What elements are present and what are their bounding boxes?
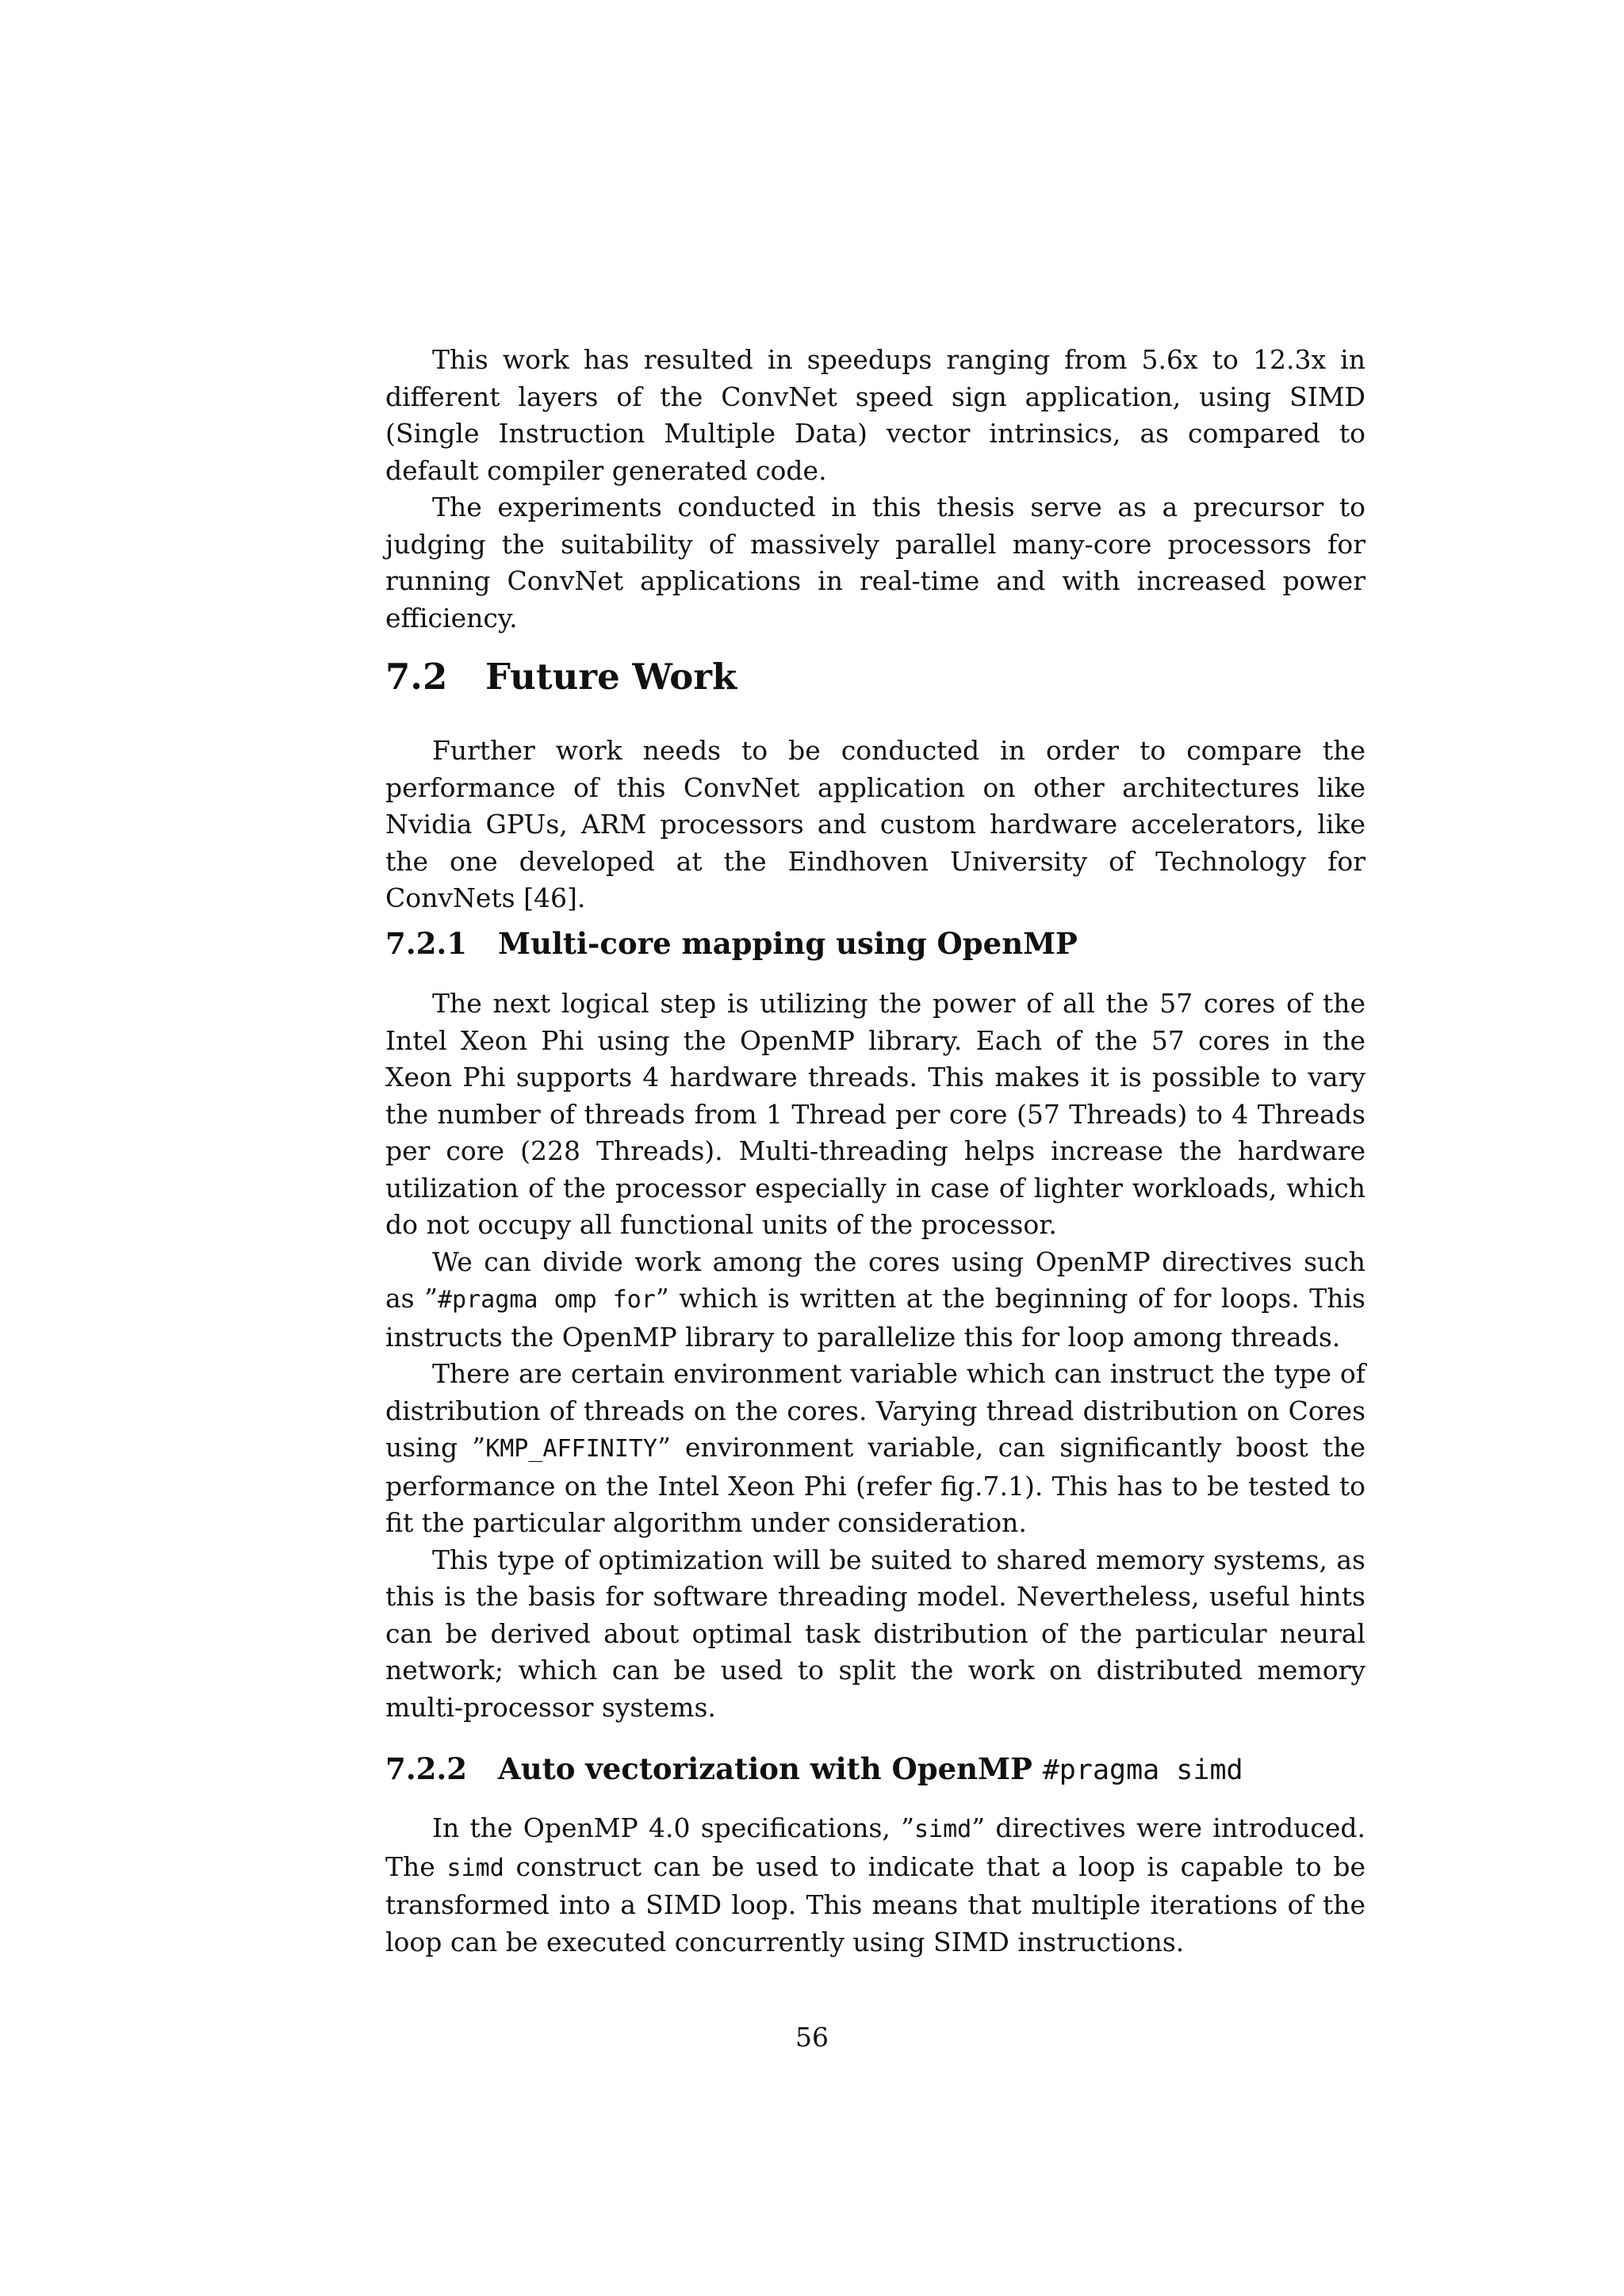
subsection-title-1: Multi-core mapping using OpenMP (498, 926, 1078, 961)
simd-paragraph-tail: construct can be used to indicate that a loop is capable to be transformed into a SIMD loop. This means that multiple iterations of the loop can be executed concurrently using SIMD instructions. (385, 1850, 1365, 1957)
openmp-paragraph-3-lead: There are certain environment variable which can instruct the type of distribution of threads on the cores. Varying thread distribution on Cores using ” (385, 1358, 1365, 1463)
openmp-paragraph-3 (385, 1356, 1365, 1542)
simd-paragraph-lead: In the OpenMP 4.0 specifications, ” (432, 1812, 914, 1843)
pragma-simd-code: #pragma simd (1042, 1755, 1243, 1786)
subsection-number-2: 7.2.2 (385, 1751, 467, 1786)
simd-paragraph (385, 1810, 1365, 1961)
subsection-number-1: 7.2.1 (385, 926, 467, 961)
intro-paragraph-1: This work has resulted in speedups ranging from 5.6x to 12.3x in different layers of the ConvNet speed sign application, using SIMD (Single Instruction Multiple Data) vector intrinsics, as compared to default compiler generated code. (385, 344, 1365, 486)
pragma-omp-for-code: #pragma omp for (437, 1286, 656, 1314)
simd-code-2: simd (446, 1854, 504, 1882)
section-title: Future Work (485, 656, 737, 698)
openmp-paragraph-4: This type of optimization will be suited to shared memory systems, as this is the basis for software threading model. Nevertheless, useful hints can be derived about optimal task distribution of the particular neural network; which can be used to split the work on distributed memory multi-processor systems. (385, 1544, 1365, 1723)
section-number: 7.2 (385, 656, 448, 698)
subsection-heading-2 (385, 1750, 1243, 1789)
openmp-block (385, 985, 1365, 1726)
future-work-paragraph: Further work needs to be conducted in order to compare the performance of this ConvNet application on other architectures like Nvidia GPUs, ARM processors and custom hardware accelerators, like the one developed at the Eindhoven University of Technology for ConvNets [46]. (385, 735, 1365, 913)
openmp-paragraph-1: The next logical step is utilizing the power of all the 57 cores of the Intel Xeon Phi using the OpenMP library. Each of the 57 cores in the Xeon Phi supports 4 hardware threads. This makes it is possible to vary the number of threads from 1 Thread per core (57 Threads) to 4 Threads per core (228 Threads). Multi-threading helps increase the hardware utilization of the processor especially in case of lighter workloads, which do not occupy all functional units of the processor. (385, 988, 1365, 1240)
intro-block (385, 342, 1365, 637)
simd-paragraph-middle: ” directives were introduced. The (385, 1812, 1365, 1882)
openmp-paragraph-2-lead: We can divide work among the cores using OpenMP directives such as ” (385, 1246, 1365, 1314)
openmp-paragraph-2 (385, 1244, 1365, 1357)
kmp-affinity-code: KMP_AFFINITY (485, 1435, 657, 1463)
section-heading (385, 655, 737, 699)
page-number: 56 (795, 2022, 829, 2053)
future-work-block (385, 733, 1365, 917)
openmp-paragraph-2-tail: ” which is written at the beginning of for loops. This instructs the OpenMP library to parallelize this for loop among threads. (385, 1283, 1365, 1353)
intro-paragraph-2: The experiments conducted in this thesis serve as a precursor to judging the suitability of massively parallel many-core processors for running ConvNet applications in real-time and with increased power efficiency. (385, 492, 1365, 633)
subsection-title-2: Auto vectorization with OpenMP (498, 1751, 1043, 1786)
openmp-paragraph-3-tail: ” environment variable, can significantly boost the performance on the Intel Xeon Phi (refer fig.7.1). This has to be tested to fit the particular algorithm under consideration. (385, 1432, 1365, 1538)
simd-block (385, 1810, 1365, 1961)
simd-code-1: simd (914, 1816, 972, 1843)
subsection-heading-1 (385, 924, 1078, 962)
